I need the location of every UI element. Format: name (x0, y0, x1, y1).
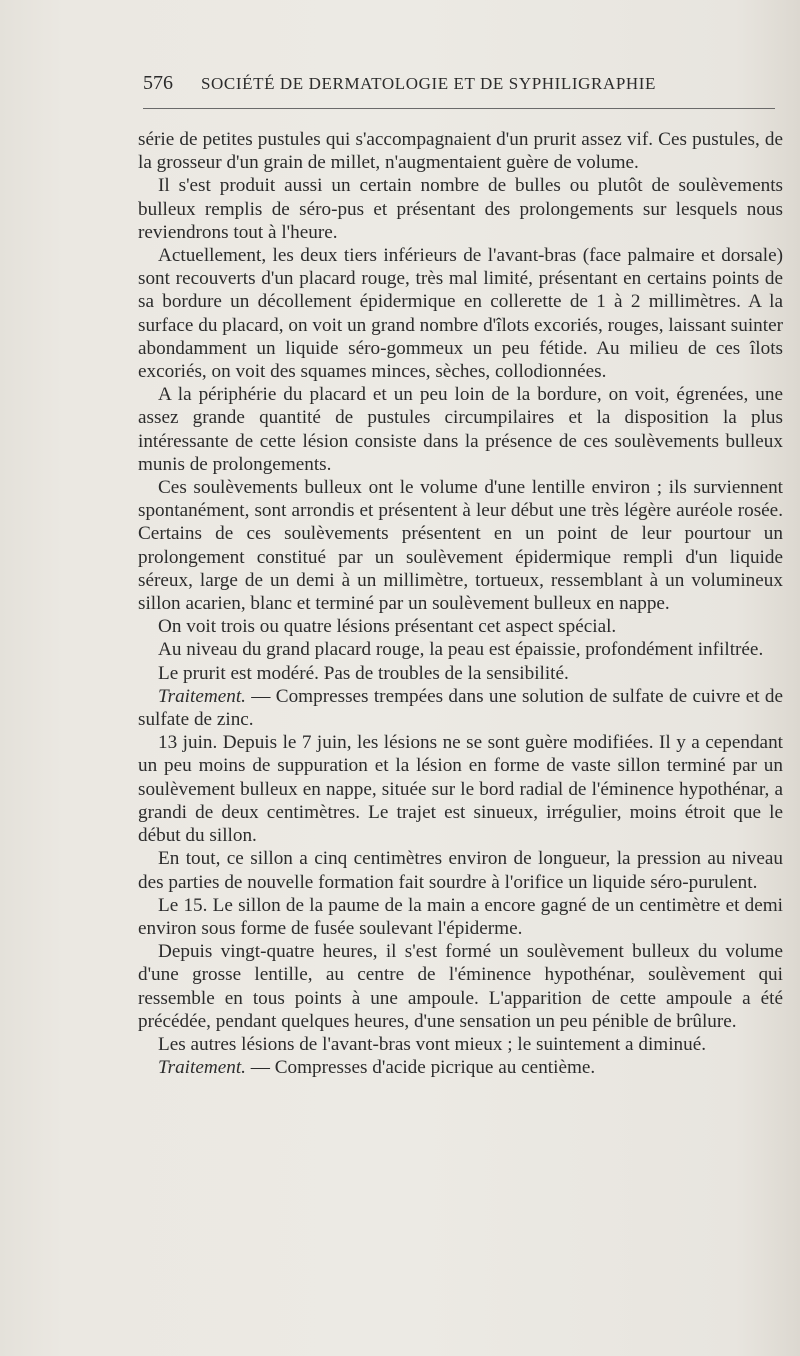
paragraph: Les autres lésions de l'avant-bras vont mieux ; le suintement a diminué. (158, 1033, 707, 1055)
page-number: 576 (143, 72, 173, 94)
paragraph: Le 15. Le sillon de la paume de la main a encore gagné de un centimètre et demi environ sous forme de fusée soulevant l'épiderme. (138, 894, 783, 939)
paragraph: En tout, ce sillon a cinq centimètres environ de longueur, la pression au niveau des parties de nouvelle formation fait sourdre à l'orifice un liquide séro-purulent. (138, 848, 783, 893)
paragraph: A la périphérie du placard et un peu loin de la bordure, on voit, égrenées, une assez grande quantité de pustules circumpilaires et la disposition la plus intéressante de cette lésion consiste dans la présence de ces soulèvements bulleux munis de prolongements. (138, 384, 783, 475)
treatment-label: Traitement. (158, 1057, 246, 1079)
paragraph (138, 685, 783, 731)
body-text (138, 128, 783, 1079)
paragraph: Le prurit est modéré. Pas de troubles de la sensibilité. (158, 662, 569, 684)
paragraph: Il s'est produit aussi un certain nombre de bulles ou plutôt de soulèvements bulleux remplis de séro-pus et présentant des prolongements sur lesquels nous reviendrons tout à l'heure. (138, 175, 783, 243)
treatment-text: — Compresses d'acide picrique au centième. (245, 1057, 596, 1079)
paragraph: Au niveau du grand placard rouge, la peau est épaissie, profondément infiltrée. (158, 639, 764, 661)
paragraph: On voit trois ou quatre lésions présentant cet aspect spécial. (158, 616, 617, 638)
paragraph: série de petites pustules qui s'accompagnaient d'un prurit assez vif. Ces pustules, de la grosseur d'un grain de millet, n'augmentaient guère de volume. (138, 129, 783, 174)
running-title: SOCIÉTÉ DE DERMATOLOGIE ET DE SYPHILIGRAPHIE (201, 74, 657, 93)
treatment-label: Traitement. (158, 685, 246, 707)
paragraph: Actuellement, les deux tiers inférieurs de l'avant-bras (face palmaire et dorsale) sont recouverts d'un placard rouge, très mal limité, présentant en certains points de sa bordure un décollement épidermique en collerette de 1 à 2 millimètres. A la surface du placard, on voit un grand nombre d'îlots excoriés, rouges, laissant suinter abondamment un liquide séro-gommeux un peu fétide. Au milieu de ces îlots excoriés, on voit des squames minces, sèches, collodionnées. (138, 245, 783, 383)
paragraph: Ces soulèvements bulleux ont le volume d'une lentille environ ; ils surviennent spontanément, sont arrondis et présentent à leur début une très légère auréole rosée. Certains de ces soulèvements présentent en un point de leur pourtour un prolongement constitué par un soulèvement épidermique rempli d'un liquide séreux, large de un demi à un millimètre, tortueux, ressemblant à un volumineux sillon acarien, blanc et terminé par un soulèvement bulleux en nappe. (138, 477, 783, 615)
paragraph: Depuis vingt-quatre heures, il s'est formé un soulèvement bulleux du volume d'une grosse lentille, au centre de l'éminence hypothénar, soulèvement qui ressemble en tous points à une ampoule. L'apparition de cette ampoule a été précédée, pendant quelques heures, d'une sensation un peu pénible de brûlure. (138, 941, 783, 1032)
paragraph: 13 juin. Depuis le 7 juin, les lésions ne se sont guère modifiées. Il y a cependant un peu moins de suppuration et la lésion en forme de vaste sillon terminé par un soulèvement bulleux en nappe, située sur le bord radial de l'éminence hypothénar, a grandi de deux centimètres. Le trajet est sinueux, irrégulier, moins étroit que le début du sillon. (138, 732, 783, 847)
header-rule (143, 108, 775, 109)
paragraph (138, 1056, 783, 1079)
treatment-text: — Compresses trempées dans une solution de sulfate de cuivre et de sulfate de zinc. (138, 685, 783, 731)
running-header (143, 72, 783, 95)
